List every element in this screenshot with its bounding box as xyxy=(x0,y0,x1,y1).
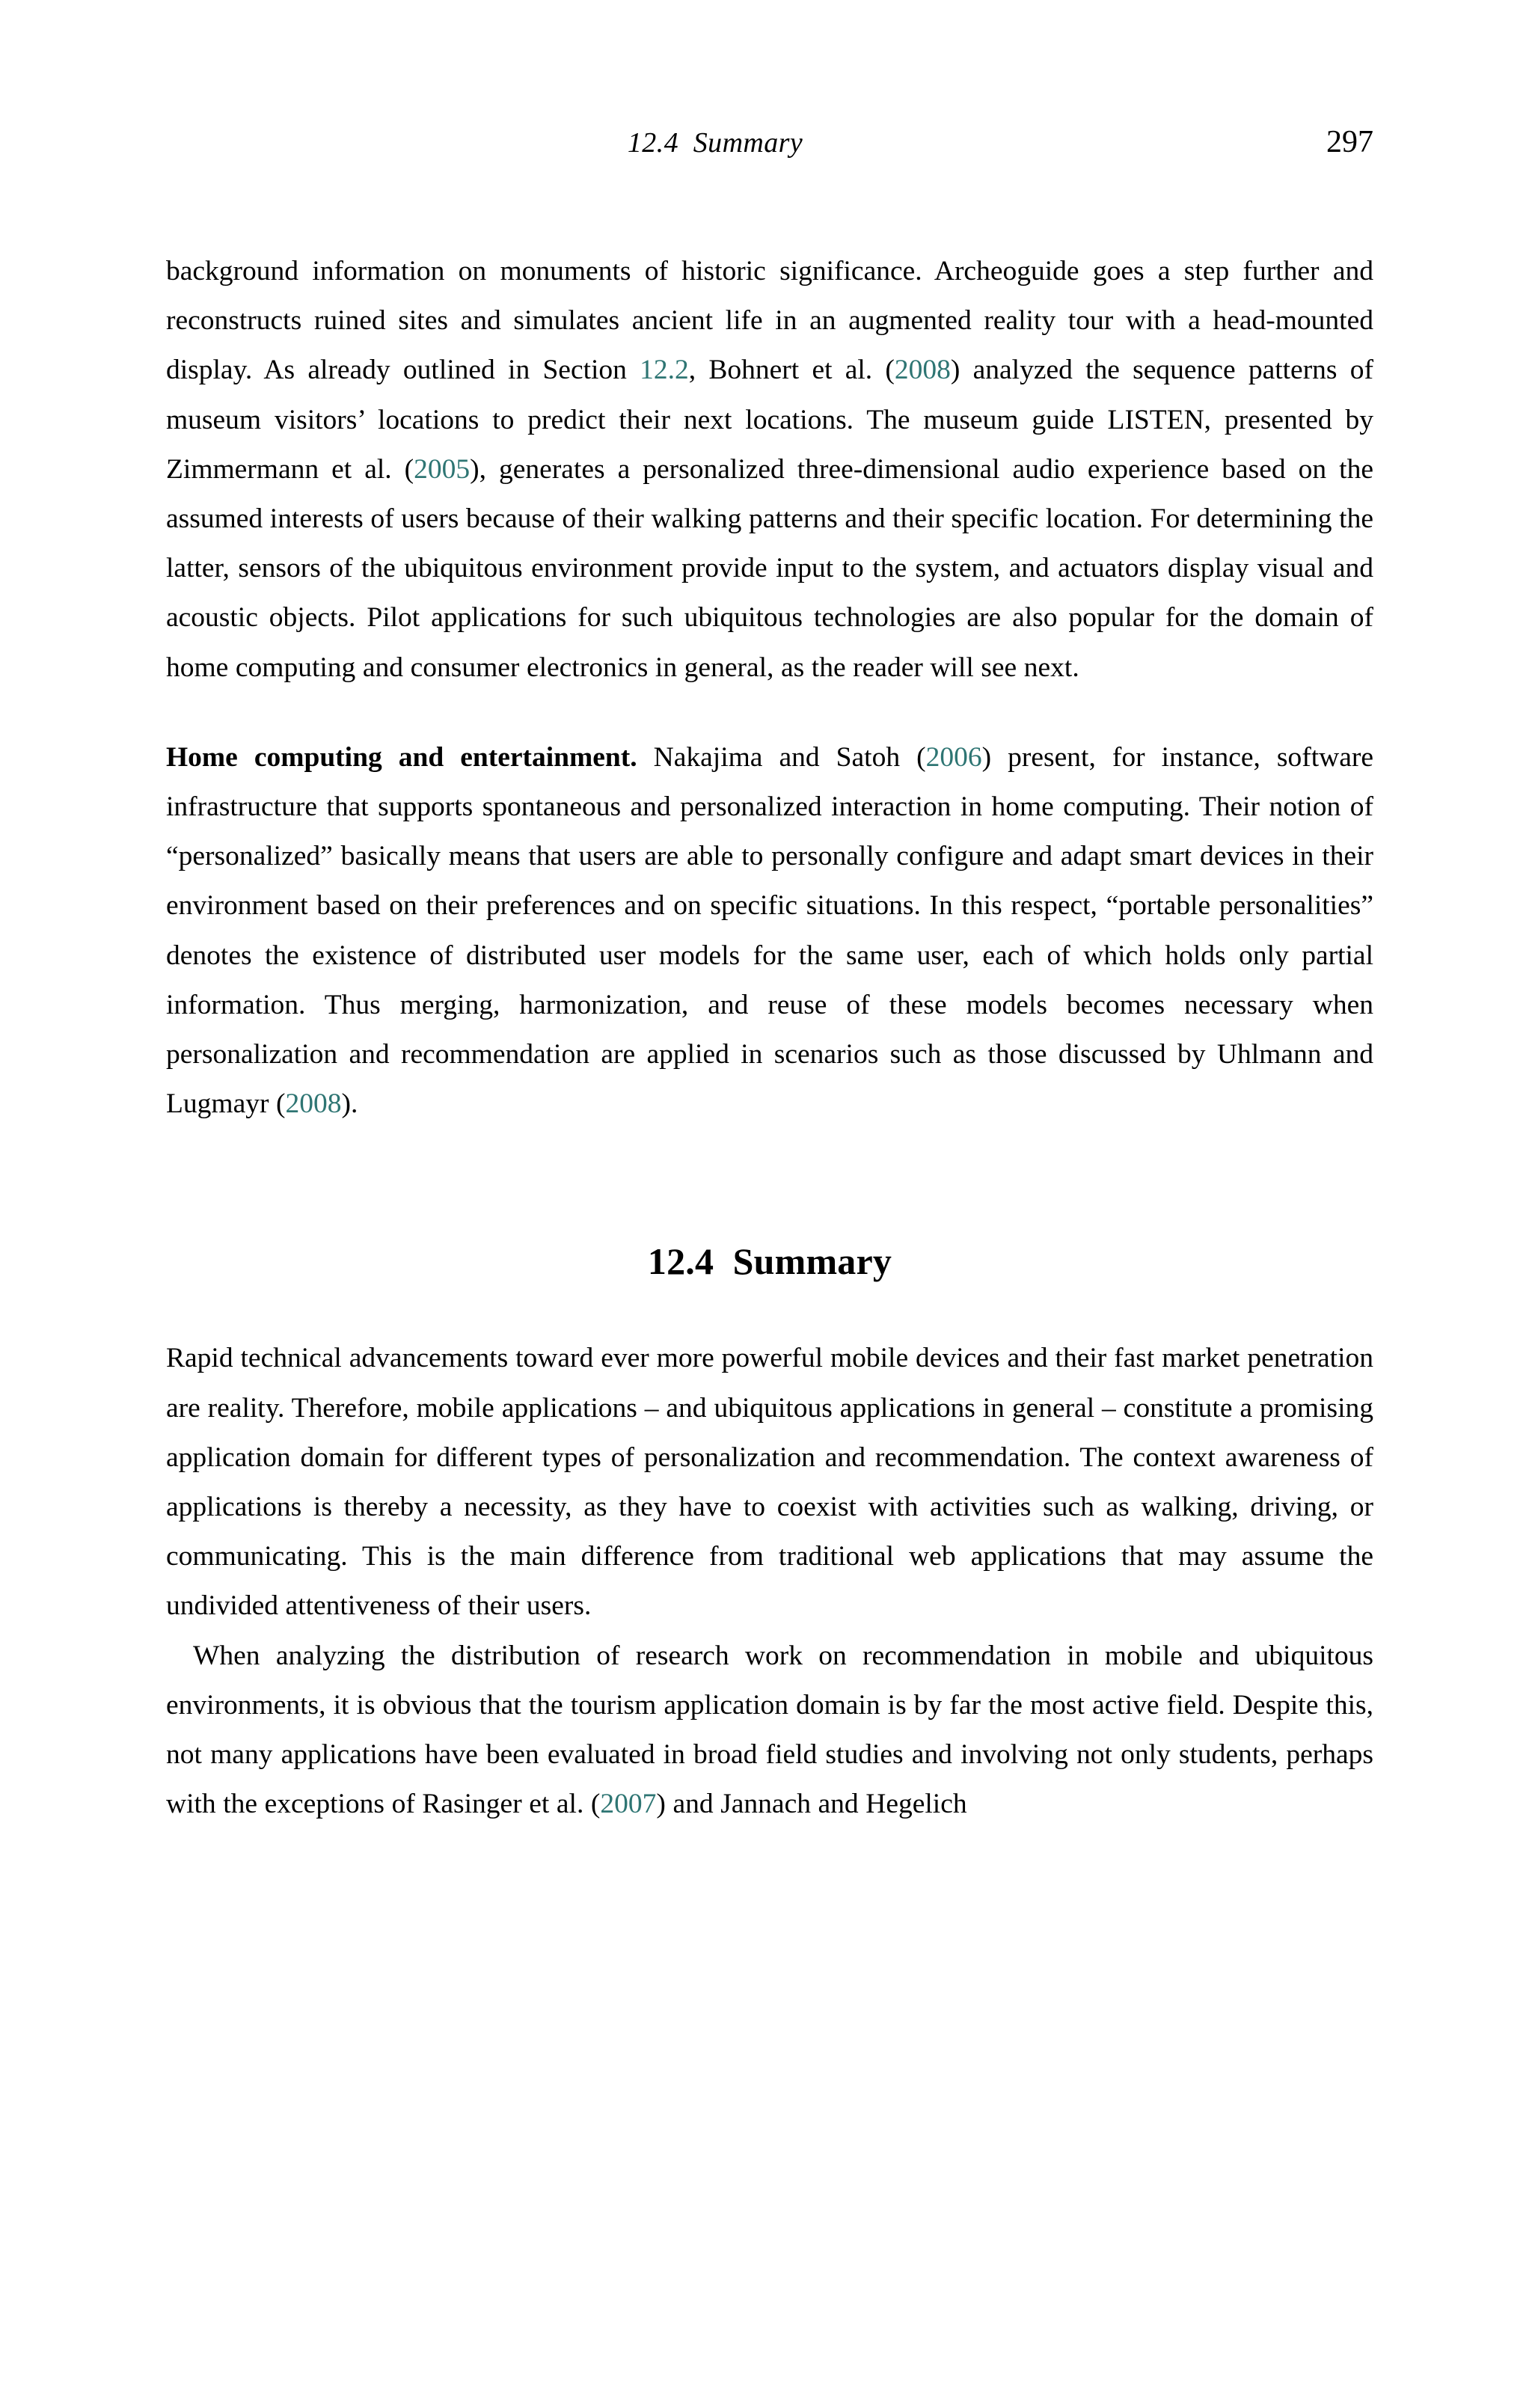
paragraph-spacer xyxy=(166,693,1373,733)
paragraph-3-text: Rapid technical advancements toward ever more powerful mobile devices and their fast market penetration are reality. Therefore, mobile applications – and ubiquitous applications in general – constitute a promising application domain for different types of personalization and recommendation. The context awareness of applications is thereby a necessity, as they have to coexist with activities such as walking, driving, or communicating. This is the main difference from traditional web applications that may assume the undivided attentiveness of their users. xyxy=(166,1343,1373,1622)
heading-bottom-spacer xyxy=(166,1283,1373,1334)
citation-year-2007-rasinger[interactable]: 2007 xyxy=(600,1789,657,1820)
citation-year-2008-uhlmann[interactable]: 2008 xyxy=(285,1088,342,1120)
paragraph-1-segment-1: background information on monuments of historic significance. Archeoguide goes a step further and reconstructs ruined sites and simulates ancient life in an augmented reality tour with a head-mounted display. As already outlined in Section xyxy=(166,256,1373,386)
paragraph-home-computing xyxy=(166,733,1373,1130)
section-reference-12-2[interactable]: 12.2 xyxy=(640,355,689,386)
paragraph-summary-analysis xyxy=(166,1632,1373,1830)
page-body xyxy=(166,247,1373,1829)
runin-heading-home-computing: Home computing and entertainment. xyxy=(166,741,637,773)
paragraph-1-segment-2: , Bohnert et al. ( xyxy=(688,355,895,386)
citation-year-2008-bohnert[interactable]: 2008 xyxy=(894,355,951,386)
paragraph-2-segment-2: ) present, for instance, software infrastructure that supports spontaneous and personalized interaction in home computing. Their notion of “personalized” basically means that users are able to personally configure and adapt smart devices in their environment based on their preferences and on specific situations. In this respect, “portable personalities” denotes the existence of distributed user models for the same user, each of which holds only partial information. Thus merging, harmonization, and reuse of these models becomes necessary when personalization and recommendation are applied in scenarios such as those discussed by Uhlmann and Lugmayr ( xyxy=(166,741,1374,1120)
running-head-title: 12.4 Summary xyxy=(627,127,803,159)
section-heading-12-4-summary: 12.4 Summary xyxy=(647,1240,892,1283)
heading-top-spacer xyxy=(166,1129,1373,1240)
page-number: 297 xyxy=(1326,125,1373,159)
paragraph-1-segment-3: ) analyzed the sequence patterns of museum visitors’ locations to predict their next locations. The museum guide LISTEN, presented by Zimmermann et al. ( xyxy=(166,355,1374,485)
paragraph-4-segment-2: ) and Jannach and Hegelich xyxy=(656,1789,967,1820)
paragraph-ubiquitous-museum xyxy=(166,247,1373,693)
paragraph-summary-intro xyxy=(166,1334,1373,1631)
citation-year-2006-nakajima[interactable]: 2006 xyxy=(925,741,982,773)
paragraph-2-segment-3: ). xyxy=(341,1088,358,1120)
paragraph-1-segment-4: ), generates a personalized three-dimensional audio experience based on the assumed interests of users because of their walking patterns and their specific location. For determining the latter, sensors of the ubiquitous environment provide input to the system, and actuators display visual and acoustic objects. Pilot applications for such ubiquitous technologies are also popular for the domain of home computing and consumer electronics in general, as the reader will see next. xyxy=(166,453,1373,683)
paragraph-2-segment-1: Nakajima and Satoh ( xyxy=(637,741,926,773)
running-head xyxy=(166,126,1373,165)
paragraph-4-segment-1: When analyzing the distribution of research work on recommendation in mobile and ubiquitous environments, it is obvious that the tourism application domain is by far the most active field. Despite this, not many applications have been evaluated in broad field studies and involving not only students, perhaps with the exceptions of Rasinger et al. ( xyxy=(166,1640,1373,1820)
citation-year-2005-zimmermann[interactable]: 2005 xyxy=(414,453,471,485)
